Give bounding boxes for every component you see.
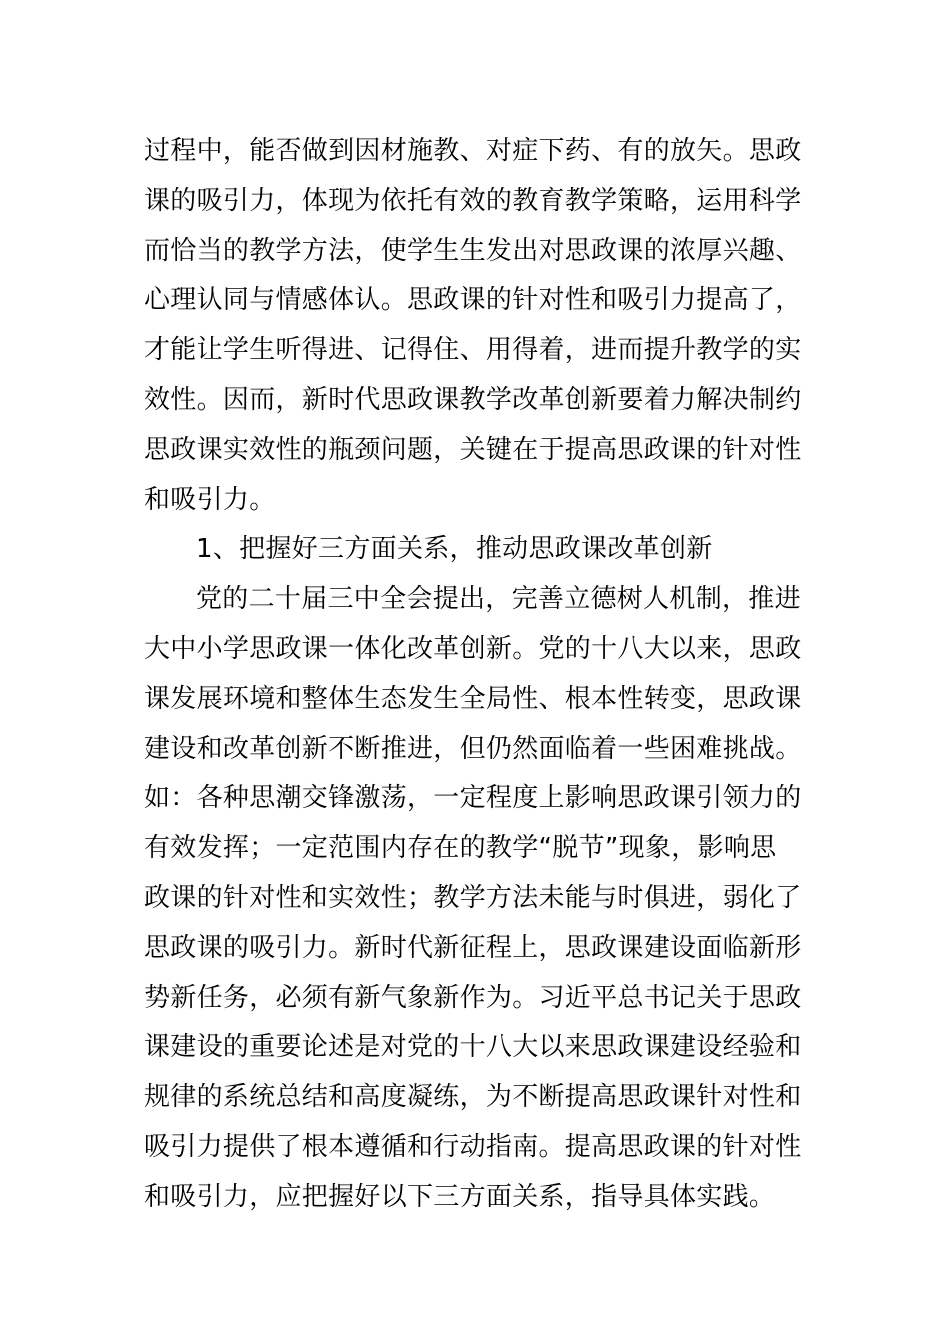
text-line: 如：各种思潮交锋激荡，一定程度上影响思政课引领力的 xyxy=(144,783,802,814)
text-line: 政课的针对性和实效性；教学方法未能与时俱进，弱化了 xyxy=(144,882,802,913)
text-line: 课的吸引力，体现为依托有效的教育教学策略，运用科学 xyxy=(144,185,802,216)
text-line: 效性。因而，新时代思政课教学改革创新要着力解决制约 xyxy=(144,384,802,415)
text-line: 和吸引力。 xyxy=(144,484,276,515)
text-line: 才能让学生听得进、记得住、用得着，进而提升教学的实 xyxy=(144,335,802,366)
text-line: 势新任务，必须有新气象新作为。习近平总书记关于思政 xyxy=(144,982,802,1013)
text-line: 大中小学思政课一体化改革创新。党的十八大以来，思政 xyxy=(144,633,802,664)
text-line: 过程中，能否做到因材施教、对症下药、有的放矢。思政 xyxy=(144,136,802,166)
text-line: 建设和改革创新不断推进，但仍然面临着一些困难挑战。 xyxy=(144,733,802,764)
document-body xyxy=(144,127,824,1223)
text-line: 和吸引力，应把握好以下三方面关系，指导具体实践。 xyxy=(144,1181,776,1212)
text-line: 思政课的吸引力。新时代新征程上，思政课建设面临新形 xyxy=(144,932,802,963)
text-line: 课发展环境和整体生态发生全局性、根本性转变，思政课 xyxy=(144,683,802,714)
text-line: 而恰当的教学方法，使学生生发出对思政课的浓厚兴趣、 xyxy=(144,235,802,266)
text-line: 吸引力提供了根本遵循和行动指南。提高思政课的针对性 xyxy=(144,1131,802,1162)
text-line: 心理认同与情感体认。思政课的针对性和吸引力提高了， xyxy=(144,285,802,316)
text-line: 有效发挥；一定范围内存在的教学“脱节”现象，影响思 xyxy=(144,833,777,864)
section-heading: 1、把握好三方面关系，推动思政课改革创新 xyxy=(196,534,713,565)
text-line: 思政课实效性的瓶颈问题，关键在于提高思政课的针对性 xyxy=(144,434,802,465)
text-line: 课建设的重要论述是对党的十八大以来思政课建设经验和 xyxy=(144,1032,802,1063)
text-line: 党的二十届三中全会提出，完善立德树人机制，推进 xyxy=(196,584,801,615)
text-line: 规律的系统总结和高度凝练，为不断提高思政课针对性和 xyxy=(144,1082,802,1113)
